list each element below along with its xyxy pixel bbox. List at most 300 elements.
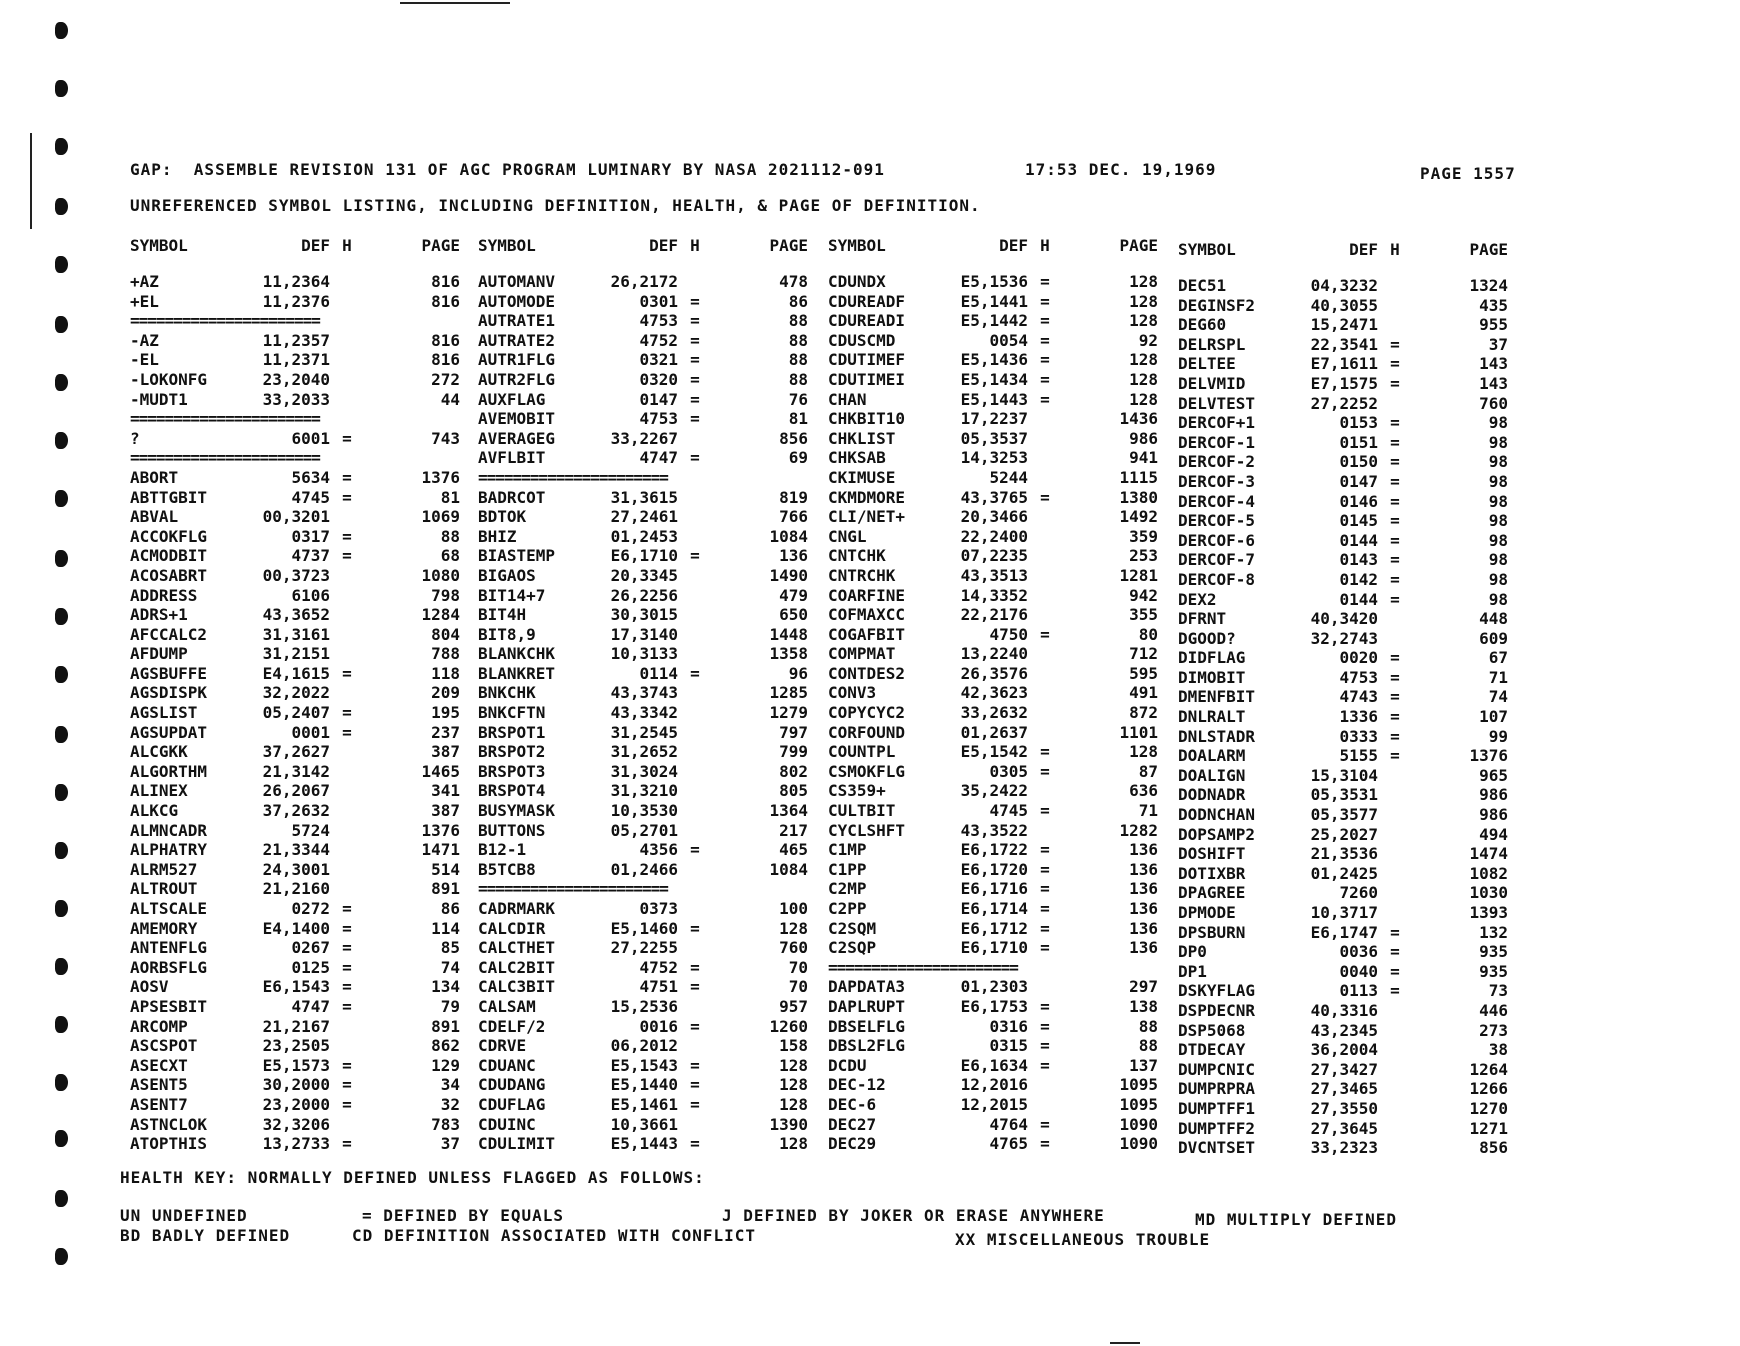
symbol-page: 798 <box>431 585 460 605</box>
symbol-name: CDUDANG <box>478 1075 546 1095</box>
symbol-page: 816 <box>431 272 460 291</box>
symbol-page: 435 <box>1479 295 1508 315</box>
symbol-row <box>1178 942 1508 962</box>
symbol-definition: 1336 <box>1339 707 1378 727</box>
symbol-name: +EL <box>130 291 159 311</box>
symbol-row <box>1178 511 1508 531</box>
symbol-name: DGOOD? <box>1178 628 1236 648</box>
column-header <box>828 236 1158 272</box>
symbol-page: 80 <box>1138 624 1158 644</box>
symbol-page: 1069 <box>421 507 460 527</box>
symbol-row <box>1178 648 1508 668</box>
health-key-xx: XX MISCELLANEOUS TROUBLE <box>955 1230 1211 1249</box>
symbol-page: 68 <box>440 546 460 566</box>
symbol-page: 81 <box>788 409 808 429</box>
symbol-health: = <box>1390 491 1400 511</box>
symbol-name: BRSPOT2 <box>478 742 546 762</box>
symbol-definition: 00,3723 <box>262 565 330 585</box>
symbol-page: 1376 <box>1469 746 1508 766</box>
symbol-health: = <box>690 389 700 409</box>
symbol-page: 118 <box>431 663 460 683</box>
symbol-row <box>1178 550 1508 570</box>
symbol-name: BIT8,9 <box>478 624 536 644</box>
symbol-page: 71 <box>1138 801 1158 821</box>
symbol-definition: 32,2022 <box>262 683 330 703</box>
symbol-row <box>828 292 1158 312</box>
symbol-row <box>130 879 460 899</box>
symbol-row <box>130 331 460 351</box>
symbol-row <box>828 919 1158 939</box>
symbol-row <box>828 370 1158 390</box>
symbol-page: 986 <box>1479 805 1508 825</box>
symbol-name: ASECXT <box>130 1055 188 1075</box>
symbol-name: CORFOUND <box>828 722 906 742</box>
symbol-definition: 6106 <box>291 585 330 605</box>
symbol-row <box>130 546 460 566</box>
symbol-row <box>1178 864 1508 884</box>
symbol-row <box>478 997 808 1017</box>
symbol-definition: 40,3316 <box>1310 1000 1378 1020</box>
symbol-name: CDUREADF <box>828 291 906 311</box>
symbol-row <box>828 664 1158 684</box>
symbol-name: DOPSAMP2 <box>1178 824 1256 844</box>
section-separator <box>130 311 460 331</box>
symbol-health: = <box>1040 291 1050 311</box>
symbol-row <box>478 821 808 841</box>
symbol-name: AORBSFLG <box>130 957 208 977</box>
symbol-page: 98 <box>1488 413 1508 433</box>
symbol-definition: 0016 <box>639 1016 678 1036</box>
symbol-row <box>1178 1079 1508 1099</box>
symbol-name: C1MP <box>828 840 867 860</box>
symbol-definition: 20,3466 <box>960 507 1028 527</box>
symbol-definition: E5,1440 <box>610 1075 678 1095</box>
symbol-row <box>828 566 1158 586</box>
symbol-page: 136 <box>1129 840 1158 860</box>
symbol-health: = <box>690 840 700 860</box>
binder-hole-mark <box>55 1016 68 1033</box>
symbol-name: ADDRESS <box>130 585 198 605</box>
symbol-health: = <box>342 899 352 918</box>
symbol-name: DSKYFLAG <box>1178 981 1256 1001</box>
symbol-health: = <box>1040 801 1050 821</box>
symbol-definition: 15,2471 <box>1310 315 1378 335</box>
symbol-name: AFCCALC2 <box>130 624 208 644</box>
symbol-page: 136 <box>1129 918 1158 938</box>
symbol-health: = <box>1390 981 1400 1001</box>
symbol-row <box>478 488 808 508</box>
symbol-health: = <box>1040 761 1050 781</box>
symbol-name: CONV3 <box>828 683 877 703</box>
symbol-row <box>130 390 460 410</box>
symbol-page: 1090 <box>1119 1114 1158 1134</box>
symbol-definition: 36,2004 <box>1310 1040 1378 1060</box>
symbol-row <box>1178 452 1508 472</box>
symbol-definition: 37,2627 <box>262 742 330 762</box>
symbol-name: CNTCHK <box>828 546 886 566</box>
symbol-health: = <box>690 369 700 389</box>
symbol-page: 273 <box>1479 1020 1508 1040</box>
symbol-page: 137 <box>1129 1055 1158 1075</box>
symbol-page: 98 <box>1488 550 1508 570</box>
symbol-row <box>478 390 808 410</box>
symbol-row <box>1178 276 1508 296</box>
symbol-page: 128 <box>779 1134 808 1154</box>
symbol-row <box>478 938 808 958</box>
symbol-name: AGSUPDAT <box>130 722 208 742</box>
symbol-page: 98 <box>1488 452 1508 472</box>
symbol-definition: E6,1747 <box>1310 922 1378 942</box>
symbol-definition: 21,3344 <box>262 840 330 860</box>
section-separator <box>478 879 808 899</box>
symbol-page: 743 <box>431 428 460 448</box>
symbol-row <box>828 409 1158 429</box>
symbol-name: CKMDMORE <box>828 487 906 507</box>
symbol-name: COPYCYC2 <box>828 703 906 723</box>
symbol-row <box>828 840 1158 860</box>
symbol-name: ASENT7 <box>130 1094 188 1114</box>
binder-hole-mark <box>55 432 68 449</box>
symbol-row <box>130 272 460 292</box>
symbol-name: -EL <box>130 350 159 370</box>
symbol-definition: 0040 <box>1339 961 1378 981</box>
symbol-row <box>828 527 1158 547</box>
symbol-row <box>828 644 1158 664</box>
symbol-definition: 32,3206 <box>262 1114 330 1134</box>
symbol-definition: 14,3352 <box>960 585 1028 605</box>
symbol-row <box>130 801 460 821</box>
symbol-page: 788 <box>431 644 460 664</box>
symbol-definition: 31,2652 <box>610 742 678 762</box>
top-rule <box>400 2 510 4</box>
symbol-name: BADRCOT <box>478 487 546 507</box>
symbol-definition: 0153 <box>1339 413 1378 433</box>
symbol-definition: E5,1436 <box>960 350 1028 370</box>
symbol-health: = <box>342 1094 352 1114</box>
symbol-definition: 4743 <box>1339 687 1378 707</box>
symbol-row <box>828 1075 1158 1095</box>
symbol-name: BNKCFTN <box>478 703 546 723</box>
symbol-row <box>1178 1001 1508 1021</box>
column-header-health: H <box>342 236 352 255</box>
symbol-name: DERCOF+1 <box>1178 413 1256 433</box>
binder-hole-mark <box>55 80 68 97</box>
symbol-row <box>130 821 460 841</box>
symbol-health: = <box>690 1094 700 1114</box>
symbol-definition: 4751 <box>639 977 678 997</box>
symbol-definition: 0020 <box>1339 648 1378 668</box>
symbol-name: AUXFLAG <box>478 389 546 409</box>
symbol-row <box>478 507 808 527</box>
symbol-definition: 4356 <box>639 840 678 860</box>
symbol-name: DERCOF-7 <box>1178 550 1256 570</box>
symbol-health: = <box>342 428 352 448</box>
symbol-page: 359 <box>1129 526 1158 546</box>
symbol-definition: 01,2637 <box>960 722 1028 742</box>
symbol-row <box>1178 687 1508 707</box>
symbol-row <box>828 821 1158 841</box>
symbol-name: -LOKONFG <box>130 369 208 389</box>
symbol-page: 465 <box>779 840 808 860</box>
symbol-page: 1282 <box>1119 820 1158 840</box>
symbol-definition: 5155 <box>1339 746 1378 766</box>
symbol-page: 136 <box>1129 879 1158 899</box>
symbol-definition: 4753 <box>639 311 678 331</box>
symbol-definition: 33,2033 <box>262 389 330 409</box>
symbol-row <box>1178 472 1508 492</box>
symbol-name: AVERAGEG <box>478 428 556 448</box>
symbol-health: = <box>342 1055 352 1075</box>
symbol-definition: 11,2357 <box>262 330 330 350</box>
binder-hole-mark <box>55 900 68 917</box>
symbol-health: = <box>1040 1134 1050 1154</box>
symbol-page: 1390 <box>769 1114 808 1134</box>
symbol-definition: E6,1710 <box>610 546 678 566</box>
symbol-definition: E6,1714 <box>960 899 1028 918</box>
symbol-row <box>478 429 808 449</box>
symbol-definition: 24,3001 <box>262 859 330 879</box>
symbol-definition: 10,3530 <box>610 801 678 821</box>
symbol-row <box>478 370 808 390</box>
symbol-row <box>478 1056 808 1076</box>
symbol-page: 74 <box>1488 687 1508 707</box>
symbol-definition: 15,2536 <box>610 996 678 1016</box>
page-number: PAGE 1557 <box>1420 164 1516 183</box>
symbol-row <box>828 390 1158 410</box>
symbol-row <box>1178 335 1508 355</box>
symbol-name: DERCOF-4 <box>1178 491 1256 511</box>
symbol-name: -AZ <box>130 330 159 350</box>
symbol-page: 491 <box>1129 683 1158 703</box>
column-header <box>478 236 808 272</box>
symbol-page: 804 <box>431 624 460 644</box>
symbol-row <box>478 605 808 625</box>
symbol-definition: 40,3055 <box>1310 295 1378 315</box>
symbol-page: 862 <box>431 1036 460 1056</box>
symbol-page: 195 <box>431 703 460 723</box>
symbol-definition: 4752 <box>639 330 678 350</box>
symbol-row <box>828 468 1158 488</box>
symbol-page: 1260 <box>769 1016 808 1036</box>
symbol-name: ASENT5 <box>130 1075 188 1095</box>
symbol-row <box>1178 374 1508 394</box>
symbol-page: 957 <box>779 996 808 1016</box>
symbol-name: DSPDECNR <box>1178 1000 1256 1020</box>
symbol-name: DAPLRUPT <box>828 996 906 1016</box>
symbol-page: 88 <box>1138 1036 1158 1056</box>
symbol-name: COGAFBIT <box>828 624 906 644</box>
symbol-definition: 01,2303 <box>960 977 1028 997</box>
symbol-row <box>478 1095 808 1115</box>
binder-hole-mark <box>55 22 68 39</box>
symbol-name: DVCNTSET <box>1178 1138 1256 1158</box>
symbol-row <box>478 919 808 939</box>
column-header <box>1178 240 1508 276</box>
symbol-row <box>1178 1060 1508 1080</box>
symbol-definition: 01,2425 <box>1310 863 1378 883</box>
symbol-name: DPMODE <box>1178 903 1236 922</box>
symbol-name: DCDU <box>828 1055 867 1075</box>
symbol-row <box>828 331 1158 351</box>
section-separator <box>828 958 1158 978</box>
symbol-page: 73 <box>1488 981 1508 1001</box>
symbol-definition: 13,2240 <box>960 644 1028 664</box>
symbol-row <box>828 272 1158 292</box>
symbol-name: DUMPTFF1 <box>1178 1098 1256 1118</box>
symbol-name: DEGINSF2 <box>1178 295 1256 315</box>
symbol-definition: 0317 <box>291 526 330 546</box>
symbol-health: = <box>342 546 352 566</box>
symbol-row <box>478 977 808 997</box>
symbol-health: = <box>1390 569 1400 589</box>
symbol-health: = <box>690 311 700 331</box>
symbol-definition: 40,3420 <box>1310 609 1378 629</box>
symbol-page: 98 <box>1488 511 1508 531</box>
symbol-definition: 27,3427 <box>1310 1059 1378 1079</box>
symbol-definition: 0125 <box>291 957 330 977</box>
symbol-row <box>130 625 460 645</box>
symbol-name: CSMOKFLG <box>828 761 906 781</box>
symbol-row <box>1178 1021 1508 1041</box>
symbol-health: = <box>342 1075 352 1095</box>
symbol-name: DMENFBIT <box>1178 687 1256 707</box>
symbol-row <box>130 1095 460 1115</box>
symbol-definition: E5,1573 <box>262 1055 330 1075</box>
symbol-row <box>1178 903 1508 923</box>
symbol-row <box>1178 296 1508 316</box>
symbol-name: ABVAL <box>130 507 179 527</box>
symbol-name: DEC29 <box>828 1134 877 1154</box>
symbol-name: DEC27 <box>828 1114 877 1134</box>
symbol-name: DEC-6 <box>828 1094 877 1114</box>
symbol-page: 128 <box>779 1075 808 1095</box>
symbol-definition: 0267 <box>291 938 330 958</box>
symbol-health: = <box>690 1055 700 1075</box>
symbol-name: DERCOF-8 <box>1178 569 1256 589</box>
symbol-page: 85 <box>440 938 460 958</box>
symbol-page: 1279 <box>769 703 808 723</box>
symbol-page: 136 <box>1129 899 1158 918</box>
symbol-definition: 4745 <box>989 801 1028 821</box>
symbol-row <box>1178 668 1508 688</box>
symbol-definition: E5,1461 <box>610 1094 678 1114</box>
symbol-name: AUTOMANV <box>478 272 556 291</box>
symbol-health: = <box>1040 742 1050 762</box>
symbol-row <box>478 331 808 351</box>
symbol-page: 891 <box>431 879 460 899</box>
symbol-name: CS359+ <box>828 781 886 801</box>
symbol-row <box>1178 570 1508 590</box>
symbol-page: 88 <box>788 369 808 389</box>
symbol-definition: 25,2027 <box>1310 824 1378 844</box>
symbol-row <box>1178 492 1508 512</box>
symbol-page: 1393 <box>1469 903 1508 922</box>
symbol-page: 88 <box>1138 1016 1158 1036</box>
symbol-name: BRSPOT3 <box>478 761 546 781</box>
symbol-row <box>130 781 460 801</box>
symbol-row <box>828 429 1158 449</box>
symbol-name: +AZ <box>130 272 159 291</box>
health-key-joker: J DEFINED BY JOKER OR ERASE ANYWHERE <box>722 1206 1105 1225</box>
symbol-page: 986 <box>1479 785 1508 805</box>
symbol-name: AGSBUFFE <box>130 663 208 683</box>
symbol-row <box>478 409 808 429</box>
symbol-definition: 07,2235 <box>960 546 1028 566</box>
symbol-page: 1471 <box>421 840 460 860</box>
symbol-row <box>130 605 460 625</box>
symbol-row <box>130 644 460 664</box>
symbol-definition: 0146 <box>1339 491 1378 511</box>
symbol-definition: 0320 <box>639 369 678 389</box>
symbol-definition: 31,3024 <box>610 761 678 781</box>
symbol-name: CDUREADI <box>828 311 906 331</box>
symbol-page: 1084 <box>769 526 808 546</box>
separator-line: ====================== <box>828 957 1018 977</box>
symbol-definition: E4,1400 <box>262 918 330 938</box>
symbol-row <box>828 1095 1158 1115</box>
symbol-name: ALKCG <box>130 801 179 821</box>
symbol-health: = <box>1040 859 1050 879</box>
symbol-definition: 0142 <box>1339 569 1378 589</box>
symbol-definition: 20,3345 <box>610 565 678 585</box>
symbol-definition: 0315 <box>989 1036 1028 1056</box>
symbol-page: 872 <box>1129 703 1158 723</box>
symbol-page: 88 <box>788 350 808 370</box>
symbol-name: DNLSTADR <box>1178 726 1256 746</box>
symbol-health: = <box>1390 667 1400 687</box>
symbol-health: = <box>690 409 700 429</box>
symbol-page: 38 <box>1488 1040 1508 1060</box>
symbol-page: 819 <box>779 487 808 507</box>
symbol-definition: 5724 <box>291 820 330 840</box>
column-header-health: H <box>1040 236 1050 255</box>
symbol-definition: E4,1615 <box>262 663 330 683</box>
binder-hole-mark <box>55 958 68 975</box>
symbol-column <box>478 236 808 1154</box>
symbol-page: 98 <box>1488 432 1508 452</box>
symbol-definition: 33,2323 <box>1310 1138 1378 1158</box>
symbol-name: DERCOF-1 <box>1178 432 1256 452</box>
symbol-page: 92 <box>1138 330 1158 350</box>
symbol-page: 1436 <box>1119 409 1158 429</box>
symbol-page: 71 <box>1488 667 1508 687</box>
symbol-health: = <box>1040 1055 1050 1075</box>
symbol-definition: 11,2371 <box>262 350 330 370</box>
symbol-definition: 0333 <box>1339 726 1378 746</box>
symbol-row <box>828 488 1158 508</box>
symbol-page: 128 <box>1129 389 1158 409</box>
symbol-row <box>828 1017 1158 1037</box>
symbol-name: DBSL2FLG <box>828 1036 906 1056</box>
symbol-row <box>130 1056 460 1076</box>
symbol-name: ABTTGBIT <box>130 487 208 507</box>
symbol-row <box>478 899 808 919</box>
symbol-row <box>478 801 808 821</box>
symbol-definition: E6,1543 <box>262 977 330 997</box>
symbol-page: 143 <box>1479 373 1508 393</box>
section-separator <box>130 409 460 429</box>
symbol-page: 1095 <box>1119 1075 1158 1095</box>
symbol-definition: 4737 <box>291 546 330 566</box>
symbol-name: AGSLIST <box>130 703 198 723</box>
symbol-page: 99 <box>1488 726 1508 746</box>
symbol-page: 86 <box>440 899 460 918</box>
binder-hole-mark <box>55 608 68 625</box>
symbol-page: 70 <box>788 957 808 977</box>
symbol-row <box>1178 1040 1508 1060</box>
health-key-un: UN UNDEFINED <box>120 1206 248 1225</box>
symbol-name: DOSHIFT <box>1178 844 1246 864</box>
